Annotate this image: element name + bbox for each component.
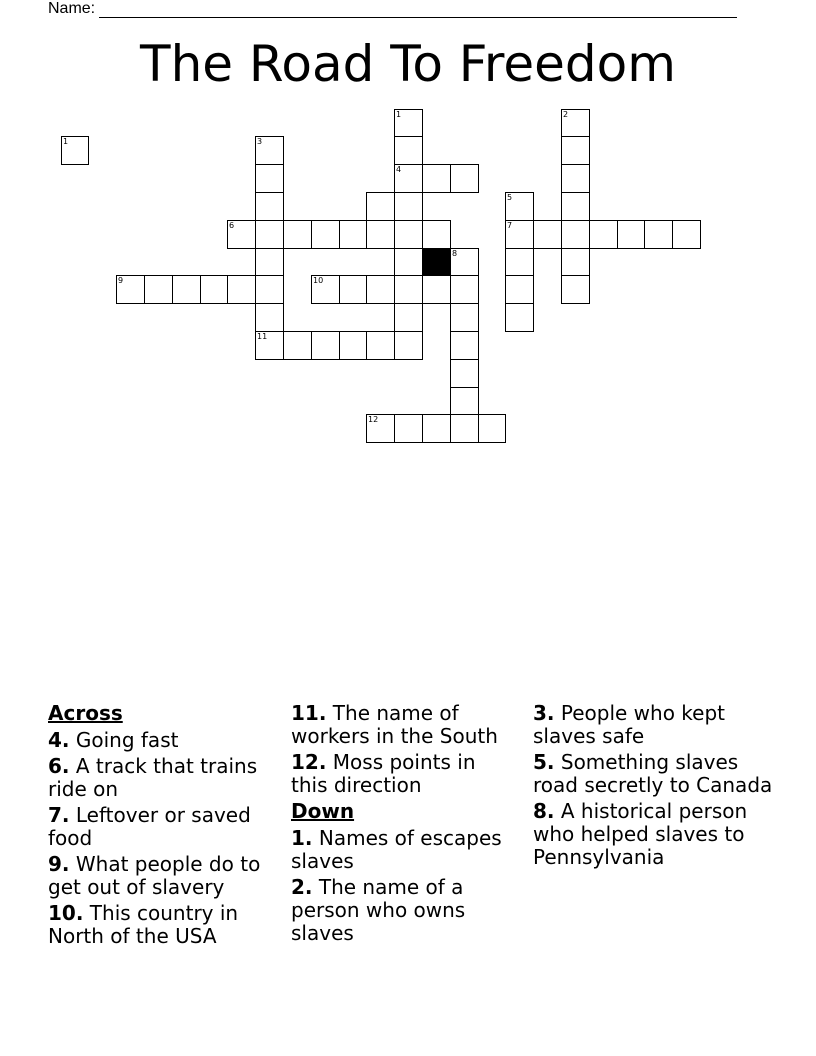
clue-column-3	[533, 702, 778, 872]
crossword-cell[interactable]	[505, 275, 534, 304]
down-heading: Down	[291, 799, 355, 823]
crossword-cell[interactable]	[561, 192, 590, 221]
clue-across-9	[48, 853, 288, 899]
clue-number: 11.	[291, 701, 327, 725]
clue-number: 4.	[48, 728, 70, 752]
crossword-cell[interactable]	[227, 275, 256, 304]
clue-column-1	[48, 702, 288, 951]
page-title: The Road To Freedom	[140, 35, 676, 93]
crossword-cell[interactable]	[255, 275, 284, 304]
clue-text: Going fast	[75, 728, 179, 752]
clue-text: People who kept slaves safe	[533, 701, 726, 748]
crossword-cell[interactable]	[394, 303, 423, 332]
crossword-cell[interactable]	[366, 275, 395, 304]
crossword-cell[interactable]	[561, 248, 590, 276]
crossword-cell[interactable]	[450, 275, 479, 304]
crossword-cell[interactable]	[394, 331, 423, 360]
crossword-cell[interactable]	[116, 275, 145, 304]
clue-number: 3.	[533, 701, 555, 725]
clue-number-label: 9	[118, 276, 124, 285]
crossword-cell[interactable]	[366, 220, 395, 249]
clue-text: This country in North of the USA	[48, 901, 239, 948]
crossword-cell[interactable]	[311, 220, 340, 249]
clue-number-label: 2	[563, 110, 569, 119]
crossword-cell[interactable]	[422, 414, 451, 443]
clue-text: The name of workers in the South	[291, 701, 498, 748]
crossword-cell[interactable]	[505, 192, 534, 221]
crossword-cell[interactable]	[450, 164, 479, 193]
crossword-cell[interactable]	[227, 220, 256, 249]
clue-number-label: 12	[368, 415, 379, 424]
clue-down-3	[533, 702, 778, 748]
crossword-cell[interactable]	[283, 331, 312, 360]
clue-number-label: 6	[229, 221, 235, 230]
crossword-cell[interactable]	[311, 275, 340, 304]
crossword-cell[interactable]	[617, 220, 645, 249]
crossword-cell[interactable]	[339, 220, 367, 249]
crossword-cell[interactable]	[255, 136, 284, 165]
crossword-cell[interactable]	[255, 192, 284, 221]
crossword-cell[interactable]	[255, 248, 284, 276]
crossword-cell[interactable]	[422, 164, 451, 193]
crossword-cell[interactable]	[394, 275, 423, 304]
clue-across-12	[291, 751, 516, 797]
clue-number-label: 7	[507, 221, 513, 230]
clue-number: 2.	[291, 875, 313, 899]
crossword-cell[interactable]	[450, 414, 479, 443]
clue-number-label: 8	[452, 249, 458, 258]
clue-across-10	[48, 902, 288, 948]
crossword-cell[interactable]	[255, 303, 284, 332]
crossword-cell[interactable]	[533, 220, 562, 249]
clue-text: Moss points in this direction	[291, 750, 476, 797]
clue-text: A historical person who helped slaves to Pennsylvania	[533, 799, 748, 869]
crossword-cell[interactable]	[561, 136, 590, 165]
crossword-cell[interactable]	[394, 109, 423, 137]
clue-number-label: 3	[257, 137, 263, 146]
crossword-grid	[0, 0, 816, 440]
clue-number-label: 1	[396, 110, 402, 119]
clue-text: Something slaves road secretly to Canada	[533, 750, 773, 797]
clue-number-label: 5	[507, 193, 513, 202]
clue-across-7	[48, 804, 288, 850]
crossword-cell[interactable]	[394, 164, 423, 193]
crossword-cell[interactable]	[505, 303, 534, 332]
crossword-cell[interactable]	[505, 248, 534, 276]
clue-down-8	[533, 800, 778, 869]
crossword-cell[interactable]	[450, 387, 479, 415]
crossword-cell[interactable]	[172, 275, 201, 304]
clue-number-label: 10	[313, 276, 324, 285]
crossword-cell[interactable]	[366, 331, 395, 360]
crossword-cell[interactable]	[672, 220, 701, 249]
crossword-cell[interactable]	[561, 275, 590, 304]
crossword-cell[interactable]	[366, 414, 395, 443]
clue-down-1	[291, 827, 516, 873]
crossword-cell[interactable]	[561, 164, 590, 193]
clue-column-2	[291, 702, 516, 948]
crossword-cell[interactable]	[339, 331, 367, 360]
crossword-cell[interactable]	[61, 136, 89, 165]
clue-text: A track that trains ride on	[48, 754, 258, 801]
crossword-cell[interactable]	[283, 220, 312, 249]
blocked-cell	[422, 248, 451, 276]
crossword-cell[interactable]	[255, 331, 284, 360]
crossword-cell[interactable]	[644, 220, 673, 249]
clue-number: 8.	[533, 799, 555, 823]
clue-text: What people do to get out of slavery	[48, 852, 261, 899]
clue-number: 7.	[48, 803, 70, 827]
crossword-cell[interactable]	[200, 275, 228, 304]
clue-number: 6.	[48, 754, 70, 778]
clue-text: The name of a person who owns slaves	[291, 875, 466, 945]
crossword-cell[interactable]	[478, 414, 506, 443]
clue-across-4	[48, 729, 288, 752]
clue-number-label: 4	[396, 165, 402, 174]
crossword-cell[interactable]	[255, 164, 284, 193]
clue-across-6	[48, 755, 288, 801]
clue-text: Names of escapes slaves	[291, 826, 502, 873]
crossword-cell[interactable]	[561, 109, 590, 137]
clue-down-2	[291, 876, 516, 945]
clue-number: 12.	[291, 750, 327, 774]
crossword-cell[interactable]	[422, 275, 451, 304]
clue-number: 1.	[291, 826, 313, 850]
crossword-cell[interactable]	[450, 248, 479, 276]
crossword-cell[interactable]	[394, 414, 423, 443]
crossword-cell[interactable]	[366, 192, 395, 221]
crossword-cell[interactable]	[450, 331, 479, 360]
crossword-cell[interactable]	[394, 192, 423, 221]
clue-text: Leftover or saved food	[48, 803, 251, 850]
clue-number-label: 11	[257, 332, 268, 341]
crossword-cell[interactable]	[422, 220, 451, 249]
clue-down-5	[533, 751, 778, 797]
crossword-cell[interactable]	[339, 275, 367, 304]
crossword-cell[interactable]	[450, 303, 479, 332]
clue-number: 9.	[48, 852, 70, 876]
clue-number: 5.	[533, 750, 555, 774]
crossword-cell[interactable]	[505, 220, 534, 249]
crossword-cell[interactable]	[394, 136, 423, 165]
clue-across-11	[291, 702, 516, 748]
clue-number: 10.	[48, 901, 84, 925]
crossword-cell[interactable]	[394, 220, 423, 249]
name-label: Name:	[48, 0, 96, 17]
clue-number-label: 1	[63, 137, 69, 146]
crossword-cell[interactable]	[450, 359, 479, 388]
crossword-cell[interactable]	[255, 220, 284, 249]
crossword-cell[interactable]	[144, 275, 173, 304]
across-heading: Across	[48, 701, 123, 725]
crossword-cell[interactable]	[589, 220, 618, 249]
crossword-cell[interactable]	[394, 248, 423, 276]
crossword-cell[interactable]	[311, 331, 340, 360]
crossword-cell[interactable]	[561, 220, 590, 249]
